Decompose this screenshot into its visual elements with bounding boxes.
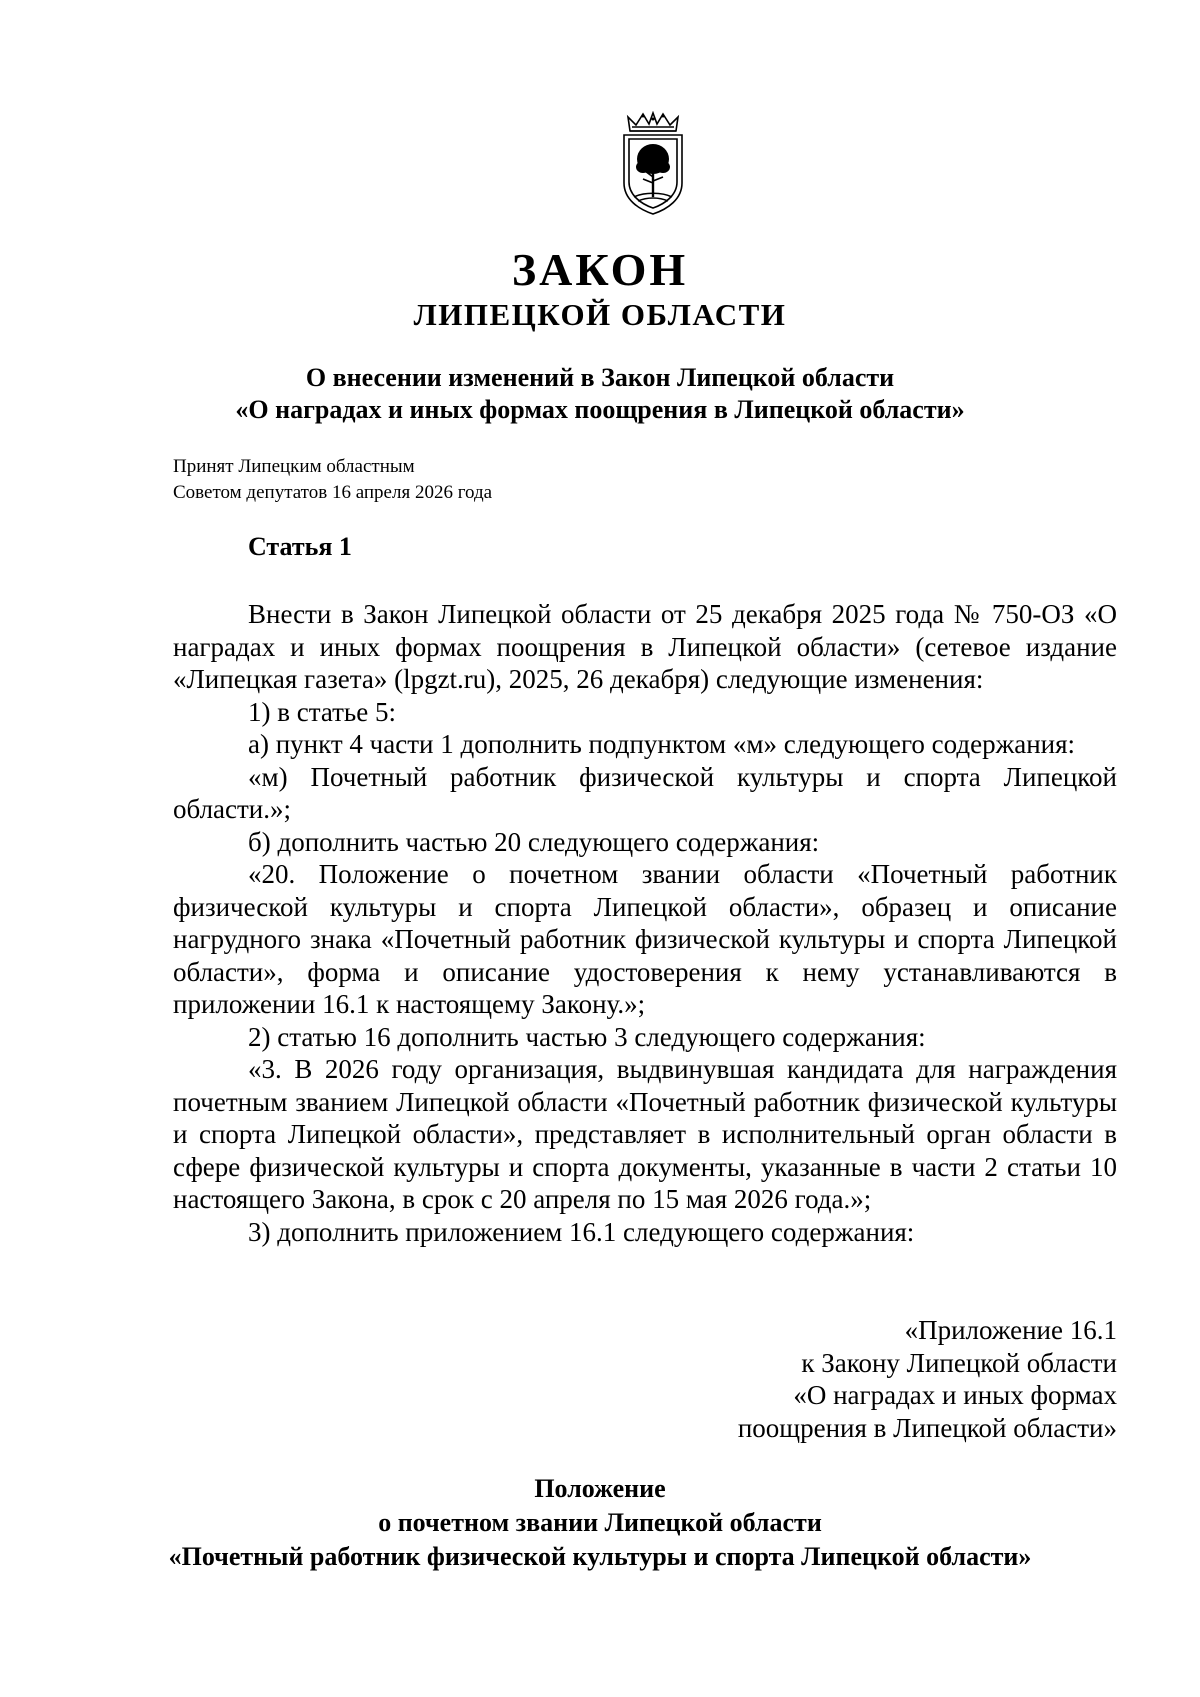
document-subtitle: ЛИПЕЦКОЙ ОБЛАСТИ bbox=[413, 297, 787, 332]
adoption-line: Советом депутатов 16 апреля 2026 года bbox=[173, 482, 493, 503]
regulation-line: о почетном звании Липецкой области bbox=[378, 1508, 822, 1537]
article-paragraph: 2) статью 16 дополнить частью 3 следующего содержания: bbox=[248, 1021, 926, 1052]
article-heading: Статья 1 bbox=[248, 532, 352, 561]
subject-line: «О наградах и иных формах поощрения в Липецкой области» bbox=[235, 395, 965, 424]
appendix-line: «О наградах и иных формах bbox=[793, 1380, 1117, 1410]
article-paragraph: б) дополнить частью 20 следующего содержания: bbox=[248, 826, 820, 857]
appendix-line: «Приложение 16.1 bbox=[904, 1315, 1117, 1345]
appendix-line: поощрения в Липецкой области» bbox=[737, 1412, 1117, 1443]
regulation-line: «Почетный работник физической культуры и спорта Липецкой области» bbox=[168, 1542, 1032, 1571]
subject-line: О внесении изменений в Закон Липецкой области bbox=[305, 363, 895, 392]
article-paragraph: Внести в Закон Липецкой области от 25 декабря 2025 года № 750-ОЗ «О наградах и иных формах поощрения в Липецкой области» (сетевое издание «Липецкая газета» (lpgzt.ru), 2025, 26 декабря) следующие изменения: bbox=[173, 599, 1117, 694]
adoption-line: Принят Липецким областным bbox=[173, 456, 415, 477]
regulation-heading bbox=[0, 1472, 1200, 1574]
coat-of-arms-icon bbox=[614, 111, 692, 217]
article-paragraph: «3. В 2026 году организация, выдвинувшая кандидата для награждения почетным званием Липецкой области «Почетный работник физической культуры и спорта Липецкой области», представляет в исполнительный орган области в сфере физической культуры и спорта документы, указанные в части 2 статьи 10 настоящего Закона, в срок с 20 апреля по 15 мая 2026 года.»; bbox=[173, 1054, 1117, 1214]
article-paragraph: а) пункт 4 части 1 дополнить подпунктом «м» следующего содержания: bbox=[248, 729, 1076, 759]
article-paragraph: 3) дополнить приложением 16.1 следующего содержания: bbox=[248, 1216, 915, 1247]
article-body bbox=[173, 598, 1117, 1248]
document-title: ЗАКОН bbox=[511, 244, 689, 295]
adoption-note bbox=[173, 454, 492, 506]
article-paragraph: 1) в статье 5: bbox=[248, 696, 396, 727]
regulation-line: Положение bbox=[534, 1474, 666, 1503]
article-paragraph: «м) Почетный работник физической культуры и спорта Липецкой области.»; bbox=[173, 761, 1117, 824]
law-subject bbox=[0, 362, 1200, 426]
appendix-reference bbox=[738, 1314, 1117, 1444]
appendix-line: к Закону Липецкой области bbox=[801, 1347, 1117, 1378]
article-paragraph: «20. Положение о почетном звании области «Почетный работник физической культуры и спорта Липецкой области», образец и описание нагрудного знака «Почетный работник физической культуры и спорта Липецкой области», форма и описание удостоверения к нему устанавливаются в приложении 16.1 к настоящему Закону.»; bbox=[173, 859, 1117, 1019]
